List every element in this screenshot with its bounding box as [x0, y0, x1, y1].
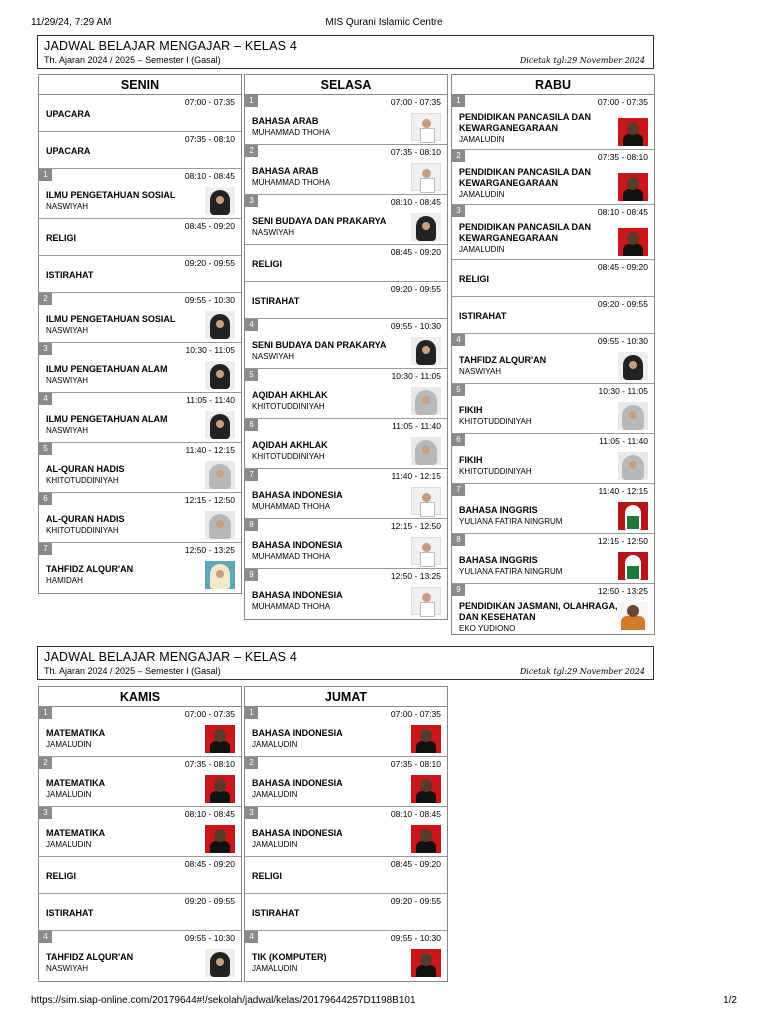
slot-time: 09:55 - 10:30 — [390, 321, 441, 331]
subject-name: SENI BUDAYA DAN PRAKARYA — [252, 340, 387, 350]
slot-time: 07:35 - 08:10 — [390, 759, 441, 769]
subject-name: AL-QURAN HADIS — [46, 464, 125, 474]
subject-name: ILMU PENGETAHUAN SOSIAL — [46, 190, 176, 200]
schedule-slot[interactable] — [245, 931, 447, 981]
teacher-photo — [411, 587, 441, 615]
slot-time: 07:00 - 07:35 — [390, 709, 441, 719]
schedule-slot[interactable] — [245, 369, 447, 419]
schedule-slot[interactable] — [39, 95, 241, 132]
teacher-photo — [205, 361, 235, 389]
subject-name: MATEMATIKA — [46, 728, 106, 738]
schedule-slot[interactable] — [245, 707, 447, 757]
slot-time: 07:35 - 08:10 — [184, 759, 235, 769]
schedule-slot[interactable] — [245, 857, 447, 894]
teacher-photo — [205, 825, 235, 853]
subject-name: AL-QURAN HADIS — [46, 514, 125, 524]
schedule-title: JADWAL BELAJAR MENGAJAR – KELAS 4 — [44, 650, 297, 664]
schedule-slot[interactable] — [39, 707, 241, 757]
subject-name: BAHASA INDONESIA — [252, 540, 343, 550]
schedule-slot[interactable] — [452, 205, 654, 260]
subject-name: TAHFIDZ ALQUR'AN — [46, 952, 134, 962]
period-number: 3 — [245, 807, 258, 819]
schedule-slot[interactable] — [452, 334, 654, 384]
teacher-photo — [618, 602, 648, 630]
teacher-name: NASWIYAH — [252, 352, 295, 361]
slot-time: 09:55 - 10:30 — [597, 336, 648, 346]
day-column — [38, 74, 242, 594]
period-number: 3 — [39, 343, 52, 355]
period-number: 2 — [245, 145, 258, 157]
subject-name: BAHASA INGGRIS — [459, 555, 538, 565]
teacher-photo — [205, 561, 235, 589]
schedule-slot[interactable] — [245, 245, 447, 282]
teacher-name: KHITOTUDDINIYAH — [46, 526, 119, 535]
day-name: RABU — [452, 75, 654, 95]
schedule-slot[interactable] — [245, 894, 447, 931]
subject-name: AQIDAH AKHLAK — [252, 440, 328, 450]
teacher-photo — [411, 387, 441, 415]
subject-name: ISTIRAHAT — [459, 311, 507, 321]
teacher-photo — [411, 163, 441, 191]
slot-time: 07:00 - 07:35 — [184, 97, 235, 107]
subject-name: FIKIH — [459, 455, 483, 465]
period-number: 2 — [452, 150, 465, 162]
teacher-name: MUHAMMAD THOHA — [252, 602, 331, 611]
print-datetime: 11/29/24, 7:29 AM — [31, 17, 112, 28]
slot-time: 08:45 - 09:20 — [184, 859, 235, 869]
schedule-slot[interactable] — [452, 434, 654, 484]
schedule-title: JADWAL BELAJAR MENGAJAR – KELAS 4 — [44, 39, 297, 53]
subject-name: UPACARA — [46, 109, 91, 119]
teacher-name: MUHAMMAD THOHA — [252, 178, 331, 187]
schedule-slot[interactable] — [39, 169, 241, 219]
teacher-name: NASWIYAH — [459, 367, 502, 376]
day-column — [244, 74, 448, 620]
period-number: 4 — [452, 334, 465, 346]
slot-time: 10:30 - 11:05 — [185, 345, 235, 355]
subject-name: BAHASA INDONESIA — [252, 728, 343, 738]
teacher-photo — [411, 725, 441, 753]
period-number: 6 — [245, 419, 258, 431]
period-number: 2 — [39, 757, 52, 769]
teacher-photo — [411, 775, 441, 803]
subject-name: AQIDAH AKHLAK — [252, 390, 328, 400]
slot-time: 11:05 - 11:40 — [392, 421, 441, 431]
slot-time: 11:40 - 12:15 — [391, 471, 441, 481]
schedule-slot[interactable] — [39, 443, 241, 493]
subject-name: PENDIDIKAN PANCASILA DAN KEWARGANEGARAAN — [459, 222, 592, 243]
teacher-photo — [205, 725, 235, 753]
teacher-name: JAMALUDIN — [46, 740, 92, 749]
day-column — [244, 686, 448, 982]
period-number: 4 — [245, 931, 258, 943]
schedule-slot[interactable] — [39, 293, 241, 343]
subject-name: PENDIDIKAN JASMANI, OLAHRAGA, DAN KESEHATAN — [459, 601, 618, 622]
subject-name: MATEMATIKA — [46, 828, 106, 838]
subject-name: RELIGI — [252, 259, 283, 269]
schedule-slot[interactable] — [39, 219, 241, 256]
schedule-subtitle: Th. Ajaran 2024 / 2025 – Semester I (Gasal) — [44, 55, 221, 65]
teacher-photo — [618, 228, 648, 256]
teacher-name: KHITOTUDDINIYAH — [252, 452, 325, 461]
period-number: 4 — [245, 319, 258, 331]
teacher-name: YULIANA FATIRA NINGRUM — [459, 517, 563, 526]
schedule-slot[interactable] — [245, 195, 447, 245]
subject-name: BAHASA INDONESIA — [252, 490, 343, 500]
slot-time: 11:05 - 11:40 — [599, 436, 648, 446]
teacher-name: JAMALUDIN — [459, 190, 505, 199]
slot-time: 09:55 - 10:30 — [184, 933, 235, 943]
slot-time: 09:20 - 09:55 — [390, 896, 441, 906]
period-number: 1 — [39, 169, 52, 181]
subject-name: ISTIRAHAT — [46, 270, 94, 280]
day-column — [451, 74, 655, 635]
schedule-slot[interactable] — [245, 319, 447, 369]
teacher-name: YULIANA FATIRA NINGRUM — [459, 567, 563, 576]
subject-name: RELIGI — [459, 274, 490, 284]
period-number: 5 — [39, 443, 52, 455]
teacher-name: MUHAMMAD THOHA — [252, 552, 331, 561]
schedule-slot[interactable] — [452, 260, 654, 297]
teacher-name: KHITOTUDDINIYAH — [252, 402, 325, 411]
print-page-number: 1/2 — [723, 995, 737, 1006]
print-url: https://sim.siap-online.com/20179644#!/sekolah/jadwal/kelas/20179644257D1198B101 — [31, 995, 416, 1006]
teacher-name: HAMIDAH — [46, 576, 83, 585]
teacher-name: NASWIYAH — [46, 964, 89, 973]
period-number: 7 — [39, 543, 52, 555]
slot-time: 11:05 - 11:40 — [186, 395, 235, 405]
period-number: 5 — [452, 384, 465, 396]
schedule-slot[interactable] — [39, 807, 241, 857]
slot-time: 09:20 - 09:55 — [597, 299, 648, 309]
schedule-slot[interactable] — [39, 894, 241, 931]
subject-name: TAHFIDZ ALQUR'AN — [46, 564, 134, 574]
schedule-slot[interactable] — [245, 757, 447, 807]
day-name: KAMIS — [39, 687, 241, 707]
slot-time: 12:50 - 13:25 — [597, 586, 648, 596]
schedule-slot[interactable] — [245, 282, 447, 319]
schedule-slot[interactable] — [452, 584, 654, 634]
slot-time: 07:00 - 07:35 — [390, 97, 441, 107]
subject-name: PENDIDIKAN PANCASILA DAN KEWARGANEGARAAN — [459, 167, 592, 188]
subject-name: ISTIRAHAT — [252, 908, 300, 918]
period-number: 1 — [452, 95, 465, 107]
subject-name: BAHASA INGGRIS — [459, 505, 538, 515]
teacher-photo — [618, 173, 648, 201]
slot-time: 07:35 - 08:10 — [390, 147, 441, 157]
slot-time: 08:10 - 08:45 — [184, 171, 235, 181]
schedule-slot[interactable] — [39, 132, 241, 169]
schedule-slot[interactable] — [39, 857, 241, 894]
teacher-photo — [411, 825, 441, 853]
teacher-name: JAMALUDIN — [252, 840, 298, 849]
schedule-slot[interactable] — [245, 145, 447, 195]
teacher-photo — [205, 511, 235, 539]
teacher-photo — [618, 502, 648, 530]
slot-time: 09:55 - 10:30 — [184, 295, 235, 305]
slot-time: 09:20 - 09:55 — [184, 896, 235, 906]
printed-date: Dicetak tgl:29 November 2024 — [519, 667, 645, 676]
period-number: 4 — [39, 931, 52, 943]
teacher-name: JAMALUDIN — [459, 135, 505, 144]
subject-name: BAHASA ARAB — [252, 116, 319, 126]
printed-date: Dicetak tgl:29 November 2024 — [519, 56, 645, 65]
period-number: 1 — [245, 95, 258, 107]
slot-time: 08:45 - 09:20 — [390, 247, 441, 257]
slot-time: 08:45 - 09:20 — [390, 859, 441, 869]
schedule-slot[interactable] — [245, 807, 447, 857]
subject-name: TAHFIDZ ALQUR'AN — [459, 355, 547, 365]
teacher-photo — [618, 402, 648, 430]
period-number: 3 — [452, 205, 465, 217]
teacher-name: JAMALUDIN — [46, 790, 92, 799]
period-number: 1 — [39, 707, 52, 719]
period-number: 4 — [39, 393, 52, 405]
period-number: 8 — [452, 534, 465, 546]
teacher-name: NASWIYAH — [46, 202, 89, 211]
period-number: 8 — [245, 519, 258, 531]
period-number: 2 — [245, 757, 258, 769]
teacher-name: KHITOTUDDINIYAH — [459, 467, 532, 476]
schedule-subtitle: Th. Ajaran 2024 / 2025 – Semester I (Gasal) — [44, 666, 221, 676]
teacher-photo — [205, 187, 235, 215]
teacher-name: JAMALUDIN — [46, 840, 92, 849]
day-name: SENIN — [39, 75, 241, 95]
subject-name: BAHASA INDONESIA — [252, 828, 343, 838]
schedule-slot[interactable] — [452, 384, 654, 434]
slot-time: 12:50 - 13:25 — [390, 571, 441, 581]
schedule-slot[interactable] — [452, 297, 654, 334]
teacher-name: EKO YUDIONO — [459, 624, 516, 633]
schedule-header — [37, 35, 654, 69]
slot-time: 08:10 - 08:45 — [597, 207, 648, 217]
slot-time: 07:00 - 07:35 — [184, 709, 235, 719]
slot-time: 08:10 - 08:45 — [390, 197, 441, 207]
teacher-photo — [411, 113, 441, 141]
slot-time: 11:40 - 12:15 — [598, 486, 648, 496]
teacher-photo — [205, 411, 235, 439]
period-number: 2 — [39, 293, 52, 305]
subject-name: SENI BUDAYA DAN PRAKARYA — [252, 216, 387, 226]
teacher-photo — [411, 949, 441, 977]
slot-time: 08:10 - 08:45 — [184, 809, 235, 819]
teacher-photo — [411, 487, 441, 515]
teacher-name: MUHAMMAD THOHA — [252, 502, 331, 511]
subject-name: BAHASA INDONESIA — [252, 590, 343, 600]
slot-time: 09:20 - 09:55 — [390, 284, 441, 294]
teacher-name: JAMALUDIN — [252, 790, 298, 799]
schedule-slot[interactable] — [245, 569, 447, 619]
slot-time: 11:40 - 12:15 — [185, 445, 235, 455]
slot-time: 09:20 - 09:55 — [184, 258, 235, 268]
slot-time: 09:55 - 10:30 — [390, 933, 441, 943]
subject-name: MATEMATIKA — [46, 778, 106, 788]
slot-time: 08:45 - 09:20 — [597, 262, 648, 272]
teacher-name: JAMALUDIN — [459, 245, 505, 254]
subject-name: RELIGI — [46, 871, 77, 881]
schedule-slot[interactable] — [39, 931, 241, 981]
subject-name: ILMU PENGETAHUAN ALAM — [46, 364, 168, 374]
teacher-photo — [205, 461, 235, 489]
slot-time: 07:35 - 08:10 — [597, 152, 648, 162]
day-name: JUMAT — [245, 687, 447, 707]
slot-time: 08:45 - 09:20 — [184, 221, 235, 231]
schedule-slot[interactable] — [39, 757, 241, 807]
day-name: SELASA — [245, 75, 447, 95]
period-number: 7 — [245, 469, 258, 481]
subject-name: RELIGI — [46, 233, 77, 243]
teacher-name: JAMALUDIN — [252, 740, 298, 749]
period-number: 3 — [245, 195, 258, 207]
teacher-name: KHITOTUDDINIYAH — [459, 417, 532, 426]
teacher-photo — [618, 352, 648, 380]
subject-name: TIK (KOMPUTER) — [252, 952, 327, 962]
period-number: 6 — [452, 434, 465, 446]
schedule-slot[interactable] — [452, 534, 654, 584]
teacher-name: NASWIYAH — [46, 426, 89, 435]
teacher-photo — [618, 452, 648, 480]
slot-time: 12:50 - 13:25 — [184, 545, 235, 555]
teacher-photo — [205, 311, 235, 339]
schedule-slot[interactable] — [452, 484, 654, 534]
schedule-slot[interactable] — [245, 469, 447, 519]
subject-name: ISTIRAHAT — [46, 908, 94, 918]
teacher-name: NASWIYAH — [46, 326, 89, 335]
subject-name: FIKIH — [459, 405, 483, 415]
schedule-slot[interactable] — [245, 519, 447, 569]
teacher-photo — [411, 537, 441, 565]
schedule-header — [37, 646, 654, 680]
teacher-name: NASWIYAH — [46, 376, 89, 385]
slot-time: 12:15 - 12:50 — [597, 536, 648, 546]
period-number: 7 — [452, 484, 465, 496]
schedule-slot[interactable] — [245, 419, 447, 469]
schedule-slot[interactable] — [452, 95, 654, 150]
slot-time: 10:30 - 11:05 — [391, 371, 441, 381]
period-number: 1 — [245, 707, 258, 719]
schedule-slot[interactable] — [39, 343, 241, 393]
teacher-photo — [618, 552, 648, 580]
subject-name: BAHASA ARAB — [252, 166, 319, 176]
teacher-photo — [205, 775, 235, 803]
subject-name: BAHASA INDONESIA — [252, 778, 343, 788]
slot-time: 10:30 - 11:05 — [598, 386, 648, 396]
schedule-slot[interactable] — [245, 95, 447, 145]
teacher-photo — [411, 437, 441, 465]
teacher-photo — [205, 949, 235, 977]
schedule-slot[interactable] — [39, 543, 241, 593]
schedule-slot[interactable] — [39, 393, 241, 443]
print-page-title: MIS Qurani Islamic Centre — [325, 17, 443, 28]
subject-name: RELIGI — [252, 871, 283, 881]
period-number: 6 — [39, 493, 52, 505]
slot-time: 12:15 - 12:50 — [390, 521, 441, 531]
schedule-slot[interactable] — [452, 150, 654, 205]
period-number: 9 — [452, 584, 465, 596]
teacher-name: MUHAMMAD THOHA — [252, 128, 331, 137]
slot-time: 08:10 - 08:45 — [390, 809, 441, 819]
teacher-name: NASWIYAH — [252, 228, 295, 237]
subject-name: PENDIDIKAN PANCASILA DAN KEWARGANEGARAAN — [459, 112, 592, 133]
day-column — [38, 686, 242, 982]
slot-time: 07:35 - 08:10 — [184, 134, 235, 144]
period-number: 9 — [245, 569, 258, 581]
schedule-slot[interactable] — [39, 256, 241, 293]
slot-time: 07:00 - 07:35 — [597, 97, 648, 107]
slot-time: 12:15 - 12:50 — [184, 495, 235, 505]
subject-name: UPACARA — [46, 146, 91, 156]
teacher-photo — [411, 213, 441, 241]
period-number: 5 — [245, 369, 258, 381]
teacher-photo — [411, 337, 441, 365]
subject-name: ISTIRAHAT — [252, 296, 300, 306]
teacher-name: JAMALUDIN — [252, 964, 298, 973]
teacher-photo — [618, 118, 648, 146]
subject-name: ILMU PENGETAHUAN ALAM — [46, 414, 168, 424]
teacher-name: KHITOTUDDINIYAH — [46, 476, 119, 485]
subject-name: ILMU PENGETAHUAN SOSIAL — [46, 314, 176, 324]
schedule-slot[interactable] — [39, 493, 241, 543]
period-number: 3 — [39, 807, 52, 819]
